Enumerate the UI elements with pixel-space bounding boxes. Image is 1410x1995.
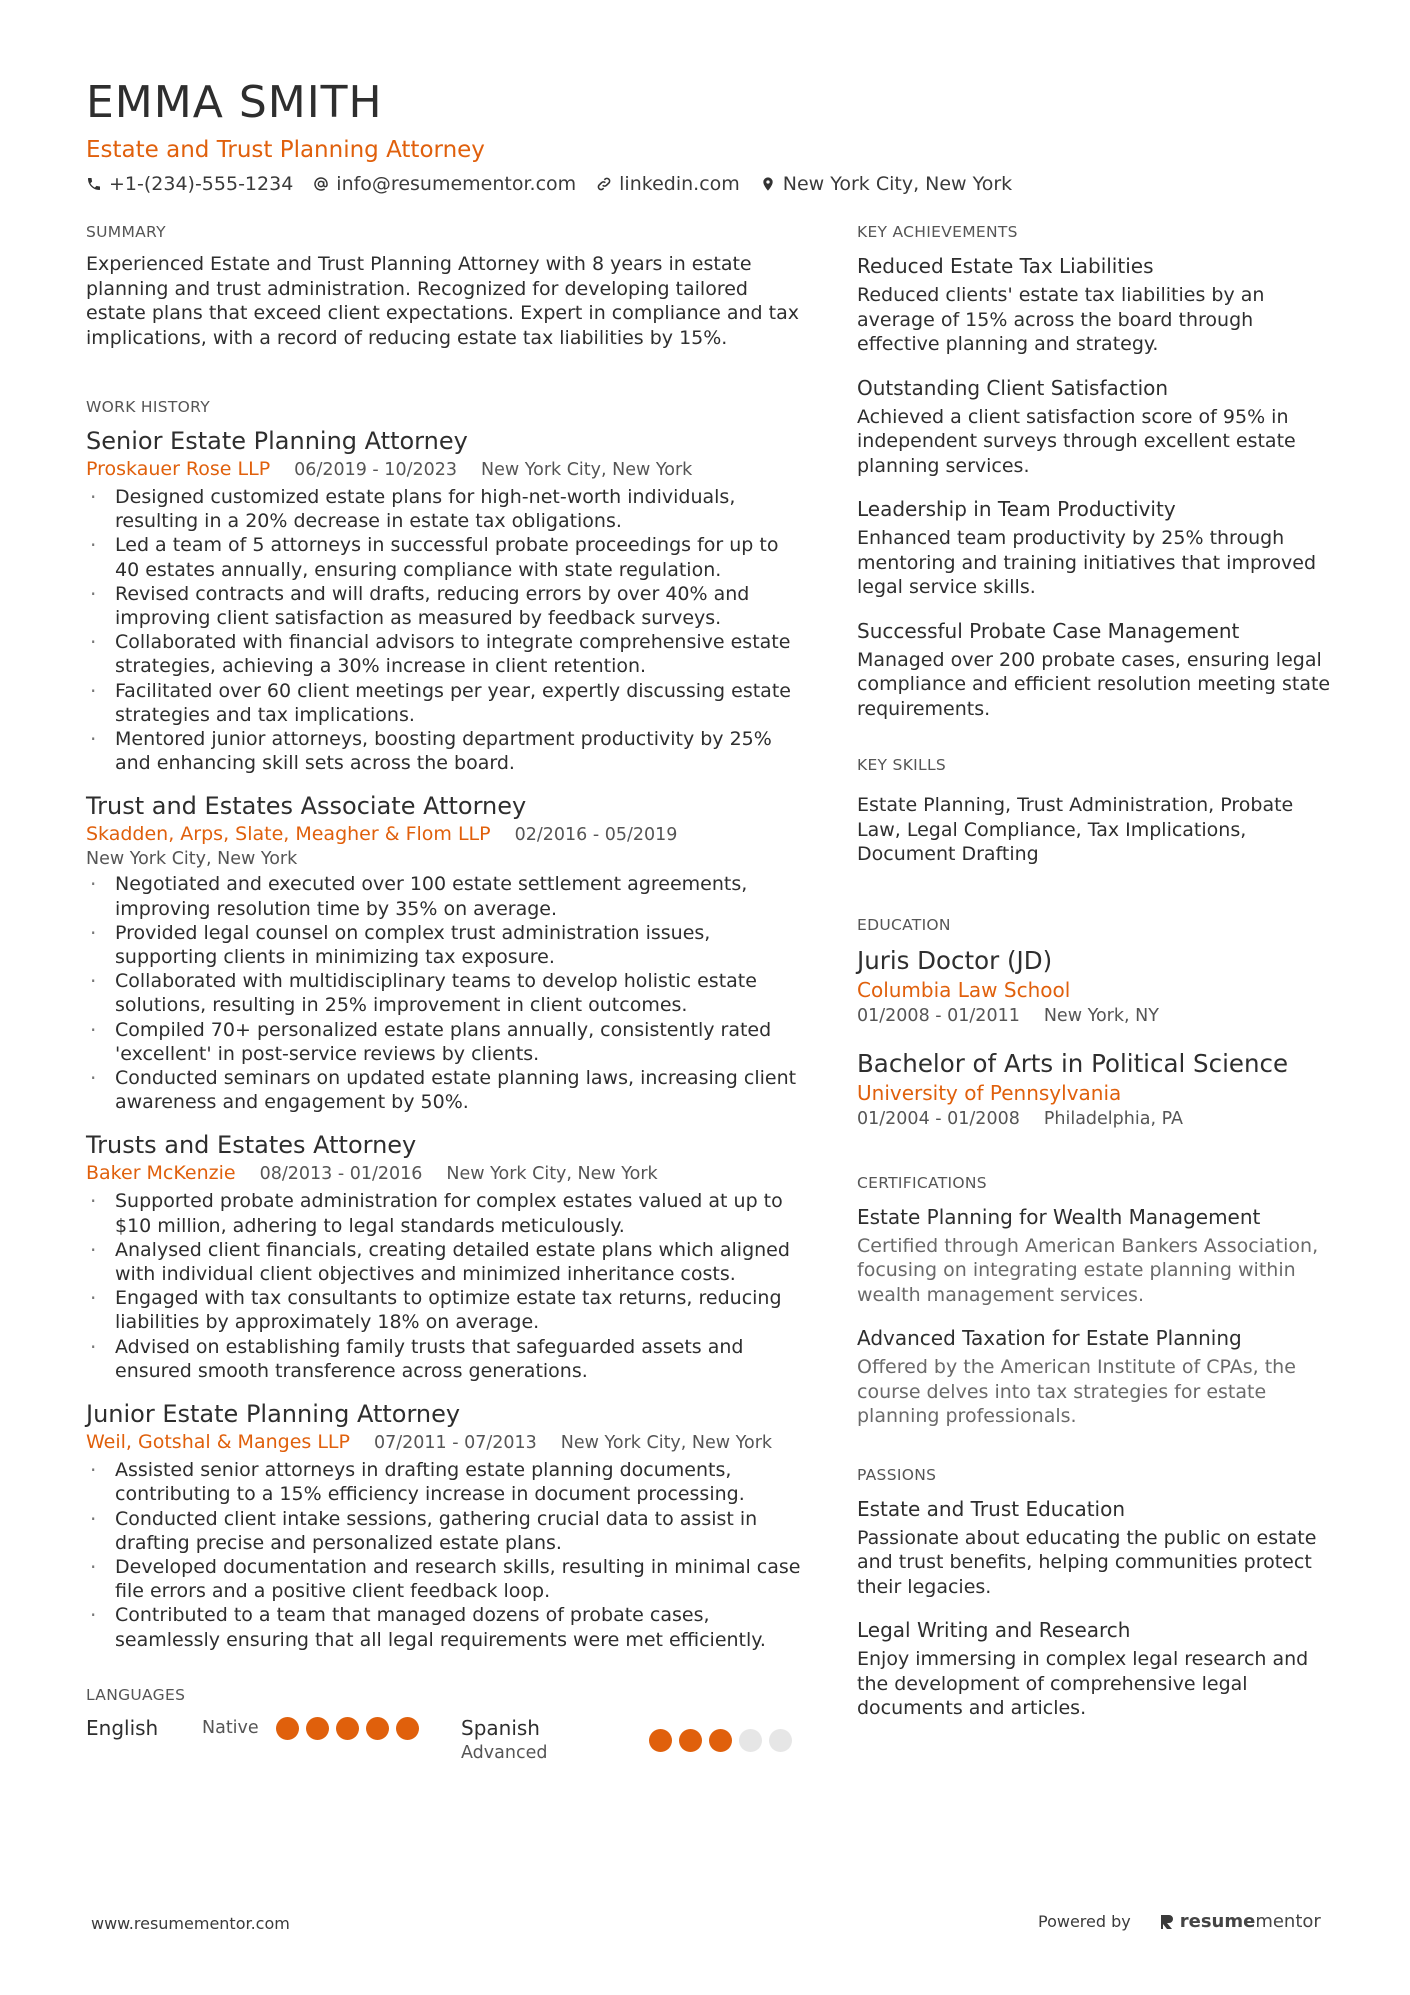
certification-item [857,1324,1337,1429]
education-location: New York, NY [1043,1005,1159,1026]
rating-dot-empty [739,1729,762,1752]
bullet-item: · Provided legal counsel on complex trust administration issues, supporting clients in minimizing tax exposure. [86,921,806,969]
section-heading: KEY ACHIEVEMENTS [857,223,1018,241]
company-name: Baker McKenzie [86,1162,236,1185]
bullet-item: · Compiled 70+ personalized estate plans annually, consistently rated 'excellent' in post-service reviews by clients. [86,1018,806,1066]
achievement-desc: Reduced clients' estate tax liabilities by an average of 15% across the board through effective planning and strategy. [857,284,1265,355]
achievement-title: Leadership in Team Productivity [857,497,1176,521]
brand-light: mentor [1255,1911,1321,1932]
section-heading: PASSIONS [857,1465,937,1484]
summary-section [86,222,806,350]
job-meta [86,1429,806,1456]
school-name: University of Pennsylvania [857,1080,1122,1105]
brand-bold: resume [1179,1911,1256,1932]
company-name: Weil, Gotshal & Manges LLP [86,1431,350,1454]
bullet-item: · Analysed client financials, creating detailed estate plans which aligned with individual client objectives and minimized inheritance costs. [86,1238,806,1286]
bullet-item: · Contributed to a team that managed dozens of probate cases, seamlessly ensuring that all legal requirements were met efficiently. [86,1603,806,1651]
degree-name: Juris Doctor (JD) [857,945,1053,975]
skills-text: Estate Planning, Trust Administration, Probate Law, Legal Compliance, Tax Implications, Document Drafting [857,794,1294,865]
passions-section [857,1465,1337,1721]
bullet-list [86,1189,806,1383]
bullet-item: · Revised contracts and will drafts, reducing errors by over 40% and improving client satisfaction as measured by feedback surveys. [86,582,806,630]
bullet-list [86,1458,806,1652]
passion-desc: Passionate about educating the public on estate and trust benefits, helping communities protect their legacies. [857,1526,1317,1598]
achievement-title: Outstanding Client Satisfaction [857,375,1169,400]
section-heading: SUMMARY [86,223,166,241]
rating-dot-filled [276,1717,299,1740]
achievement-desc: Managed over 200 probate cases, ensuring legal compliance and efficient resolution meeting state requirements. [857,648,1331,720]
rating-dot-filled [396,1717,419,1740]
achievement-desc: Enhanced team productivity by 25% through mentoring and training initiatives that improved legal service skills. [857,527,1317,598]
section-heading: EDUCATION [857,915,951,934]
language-text [461,1715,649,1765]
achievement-item [857,495,1337,600]
education-dates: 01/2008 - 01/2011 [857,1005,1020,1026]
degree-name: Bachelor of Arts in Political Science [857,1048,1289,1078]
education-item [857,945,1337,1028]
bullet-item: · Collaborated with financial advisors to integrate comprehensive estate strategies, achieving a 30% increase in client retention. [86,630,806,678]
location-pin-icon [760,175,776,193]
achievement-desc: Achieved a client satisfaction score of 95% in independent surveys through excellent estate planning services. [857,405,1296,477]
education-location: Philadelphia, PA [1043,1108,1183,1129]
company-name: Proskauer Rose LLP [86,458,271,480]
job-dates: 02/2016 - 05/2019 [514,825,678,846]
candidate-name: EMMA SMITH [86,77,383,128]
rating-dot-filled [709,1729,732,1752]
job-dates: 06/2019 - 10/2023 [294,460,458,480]
summary-text: Experienced Estate and Trust Planning Attorney with 8 years in estate planning and trust administration. Recognized for developing tailored estate plans that exceed client expectations. Expert in compliance and tax implications, with a record of reducing estate tax liabilities by 15%. [86,253,799,349]
rating-dot-filled [679,1729,702,1752]
job-entry [86,791,806,1114]
bullet-item: · Supported probate administration for complex estates valued at up to $10 million, adhering to legal standards meticulously. [86,1189,806,1237]
passion-list [857,1495,1337,1721]
certification-list [857,1203,1337,1429]
certification-title: Advanced Taxation for Estate Planning [857,1326,1242,1350]
job-list [86,426,806,1652]
bullet-item: · Conducted client intake sessions, gathering crucial data to assist in drafting precise and personalized estate plans. [86,1507,806,1555]
bullet-item: · Mentored junior attorneys, boosting department productivity by 25% and enhancing skill sets across the board. [86,727,806,775]
education-list [857,945,1337,1131]
linkedin-link[interactable]: linkedin.com [619,173,740,195]
passion-title: Legal Writing and Research [857,1618,1131,1642]
certification-desc: Offered by the American Institute of CPAs, the course delves into tax strategies for estate planning professionals. [857,1356,1296,1427]
job-position: Junior Estate Planning Attorney [86,1400,461,1429]
certification-desc: Certified through American Bankers Association, focusing on integrating estate planning within wealth management services. [857,1234,1319,1306]
achievement-item [857,374,1337,479]
achievement-list [857,252,1337,721]
passion-desc: Enjoy immersing in complex legal research and the development of comprehensive legal documents and articles. [857,1648,1309,1719]
job-position: Trust and Estates Associate Attorney [86,792,527,821]
bullet-item: · Led a team of 5 attorneys in successful probate proceedings for up to 40 estates annually, ensuring compliance with state regulation. [86,533,806,581]
passion-item [857,1616,1337,1721]
education-item [857,1048,1337,1131]
job-location: New York City, New York [560,1433,773,1454]
contact-linkedin[interactable] [596,170,740,198]
achievement-item [857,617,1337,722]
job-dates: 08/2013 - 01/2016 [259,1164,423,1185]
job-location: New York City, New York [481,460,693,480]
left-column [86,222,806,1765]
school-name: Columbia Law School [857,977,1071,1002]
achievement-title: Reduced Estate Tax Liabilities [857,254,1154,278]
language-item [86,1715,461,1741]
rating-dot-filled [649,1729,672,1752]
job-meta [86,1160,806,1187]
link-icon [596,176,612,192]
certification-title: Estate Planning for Wealth Management [857,1204,1261,1229]
skills-section [857,755,1337,867]
bullet-list [86,485,806,775]
bullet-item: · Designed customized estate plans for high-net-worth individuals, resulting in a 20% decrease in estate tax obligations. [86,485,806,533]
language-rating [649,1729,799,1765]
phone-number: +1-(234)-555-1234 [109,173,294,195]
job-entry [86,1130,806,1383]
rating-dot-filled [366,1717,389,1740]
bullet-item: · Collaborated with multidisciplinary teams to develop holistic estate solutions, resulting in 25% improvement in client outcomes. [86,969,806,1017]
job-entry [86,1399,806,1652]
bullet-item: · Conducted seminars on updated estate planning laws, increasing client awareness and engagement by 50%. [86,1066,806,1114]
right-column [857,222,1337,1721]
bullet-item: · Assisted senior attorneys in drafting estate planning documents, contributing to a 15% efficiency increase in document processing. [86,1458,806,1506]
job-location: New York City, New York [86,849,298,870]
passion-title: Estate and Trust Education [857,1496,1126,1521]
passion-item [857,1495,1337,1600]
achievement-title: Successful Probate Case Management [857,618,1240,643]
job-position: Senior Estate Planning Attorney [86,427,468,455]
job-position: Trusts and Estates Attorney [86,1131,417,1160]
achievements-section [857,222,1337,721]
resumementor-logo-icon [1159,1913,1175,1931]
contact-location [760,170,1012,198]
education-meta [857,1004,1337,1028]
work-history-section [86,397,806,1652]
education-dates: 01/2004 - 01/2008 [857,1108,1020,1129]
bullet-item: · Developed documentation and research skills, resulting in minimal case file errors and a positive client feedback loop. [86,1555,806,1603]
education-meta [857,1107,1337,1131]
location-text: New York City, New York [782,173,1013,195]
contact-email[interactable] [313,170,576,198]
certification-item [857,1203,1337,1308]
job-meta [86,456,806,483]
certifications-section [857,1173,1337,1429]
language-level: Advanced [461,1742,548,1763]
bullet-item: · Facilitated over 60 client meetings per year, expertly discussing estate strategies and tax implications. [86,679,806,727]
language-level: Native [202,1717,259,1738]
company-name: Skadden, Arps, Slate, Meagher & Flom LLP [86,823,491,846]
email-address[interactable]: info@resumementor.com [336,173,577,195]
rating-dot-empty [769,1729,792,1752]
at-icon [313,176,329,192]
job-title: Estate and Trust Planning Attorney [86,137,485,163]
header [86,74,1326,198]
contact-phone [86,170,293,198]
job-entry [86,426,806,775]
footer-branding [1038,1911,1321,1932]
language-name: Spanish [461,1715,540,1740]
job-meta [86,821,806,870]
section-heading: KEY SKILLS [857,756,947,774]
job-dates: 07/2011 - 07/2013 [373,1433,537,1454]
language-name: English [86,1715,159,1740]
phone-icon [86,176,102,192]
language-rating [276,1717,426,1741]
job-location: New York City, New York [446,1164,658,1185]
section-heading: LANGUAGES [86,1685,186,1704]
section-heading: CERTIFICATIONS [857,1173,987,1192]
rating-dot-filled [306,1717,329,1740]
bullet-item: · Engaged with tax consultants to optimize estate tax returns, reducing liabilities by approximately 18% on average. [86,1286,806,1334]
footer-website[interactable]: www.resumementor.com [91,1914,290,1933]
section-heading: WORK HISTORY [86,398,210,416]
language-item [461,1715,806,1765]
bullet-item: · Advised on establishing family trusts that safeguarded assets and ensured smooth transference across generations. [86,1335,806,1383]
language-list [86,1715,806,1765]
contact-bar [86,170,1326,198]
languages-section [86,1685,806,1765]
education-section [857,915,1337,1131]
powered-by-label: Powered by [1038,1912,1131,1931]
rating-dot-filled [336,1717,359,1740]
brand-logo[interactable] [1159,1911,1321,1932]
achievement-item [857,252,1337,357]
bullet-list [86,872,806,1114]
bullet-item: · Negotiated and executed over 100 estate settlement agreements, improving resolution time by 35% on average. [86,872,806,920]
